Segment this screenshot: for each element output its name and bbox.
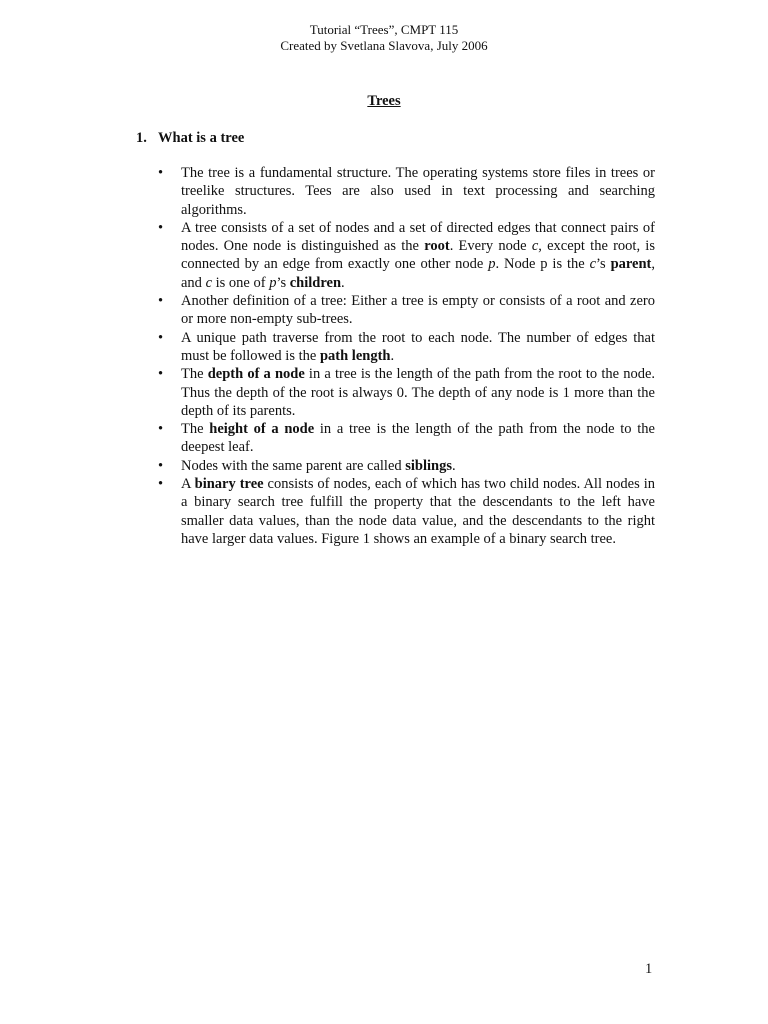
section-heading	[136, 130, 244, 147]
bullet-icon: •	[158, 329, 164, 346]
list-item: • The depth of a node in a tree is the length of the path from the root to the node. Thus the depth of the root is always 0. The depth of any node is 1 more than the depth of its parents.	[158, 366, 656, 419]
list-item: • A unique path traverse from the root to each node. The number of edges that must be followed is the path length.	[158, 329, 655, 364]
bullet-icon: •	[158, 457, 164, 474]
bullet-icon: •	[158, 421, 164, 438]
bullet-list	[158, 164, 655, 548]
bullet-icon: •	[158, 219, 164, 236]
page-title: Trees	[367, 93, 401, 109]
section-heading-text: What is a tree	[158, 130, 245, 146]
term-height: height of a node	[209, 421, 315, 438]
term-depth: depth of a node	[207, 366, 305, 383]
page-number: 1	[645, 961, 653, 977]
bullet-icon: •	[158, 366, 164, 383]
section-number: 1.	[136, 130, 147, 146]
term-path-length: path length	[319, 347, 391, 364]
term-parent: parent	[610, 256, 652, 273]
bullet-icon: •	[158, 476, 164, 493]
list-item: • The height of a node in a tree is the length of the path from the node to the deepest leaf.	[158, 421, 655, 456]
term-children: children	[289, 274, 342, 291]
term-root: root	[424, 238, 450, 255]
term-siblings: siblings	[405, 457, 453, 474]
bullet-icon: •	[158, 293, 164, 310]
list-item: • The tree is a fundamental structure. The operating systems store files in trees or treelike structures. Tees are also used in text processing and searching algorithms.	[158, 165, 655, 218]
page-header	[0, 22, 768, 54]
list-item: • A binary tree consists of nodes, each of which has two child nodes. All nodes in a binary search tree fulfill the property that the descendants to the left have smaller data values, than the node data value, and the descendants to the right have larger data values. Figure 1 shows an example of a binary search tree.	[158, 476, 656, 547]
list-item: • Nodes with the same parent are called siblings.	[158, 457, 456, 474]
bullet-icon: •	[158, 165, 164, 181]
term-binary-tree: binary tree	[194, 476, 264, 493]
list-item: • Another definition of a tree: Either a tree is empty or consists of a root and zero or more non-empty sub-trees.	[158, 293, 655, 328]
header-author-line: Created by Svetlana Slavova, July 2006	[280, 38, 488, 53]
list-item: • A tree consists of a set of nodes and a set of directed edges that connect pairs of nodes. One node is distinguished as the root. Every node c, except the root, is connected by an edge from exactly one other node p. Node p is the c’s parent, and c is one of p’s children.	[158, 219, 656, 291]
header-course-line: Tutorial “Trees”, CMPT 115	[309, 22, 459, 37]
